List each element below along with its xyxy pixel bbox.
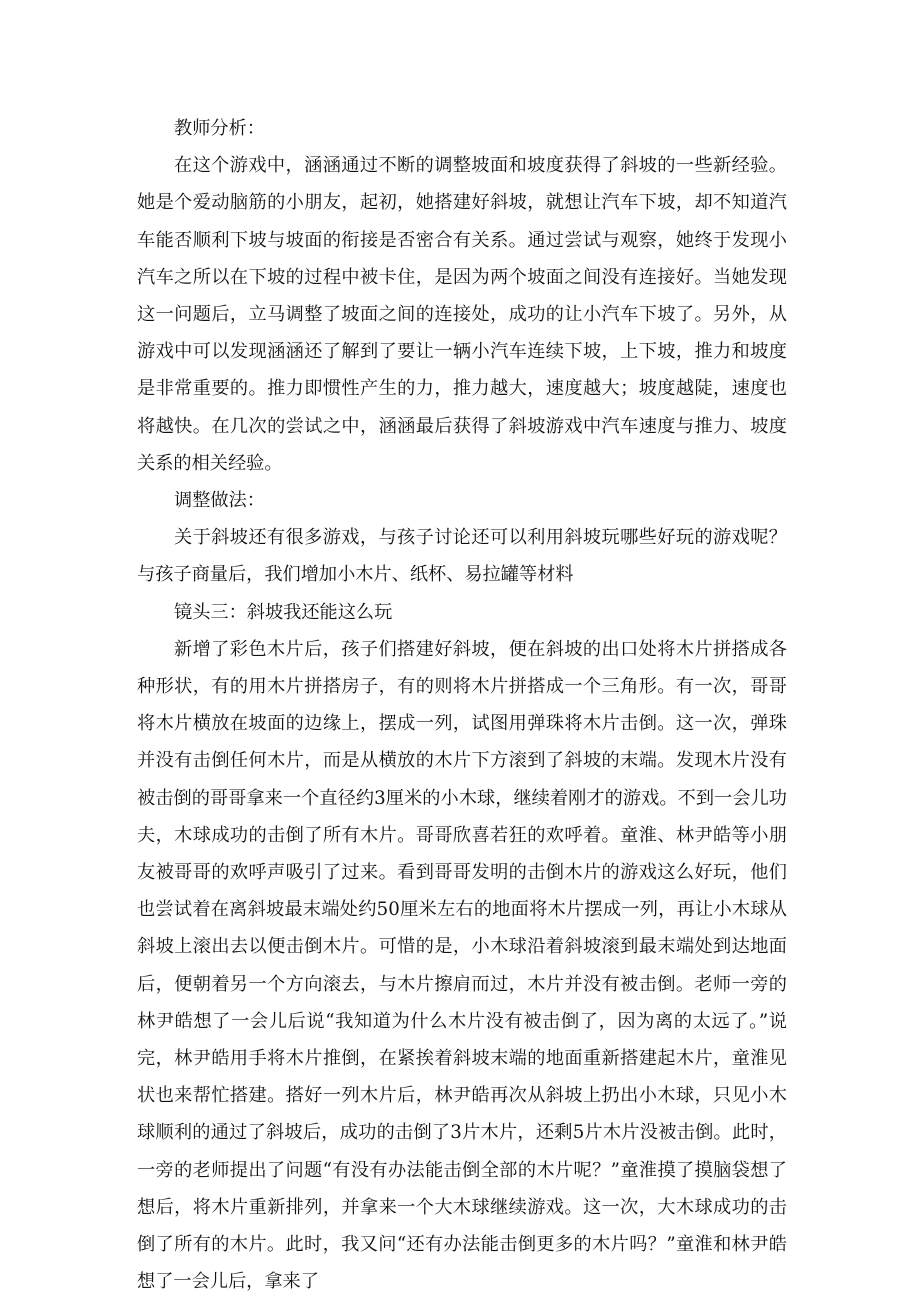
document-page bbox=[137, 110, 787, 1301]
paragraph-teacher-analysis: 在这个游戏中，涵涵通过不断的调整坡面和坡度获得了斜坡的一些新经验。她是个爱动脑筋的小朋友，起初，她搭建好斜坡，就想让汽车下坡，却不知道汽车能否顺利下坡与坡面的衔接是否密合有关系。通过尝试与观察，她终于发现小汽车之所以在下坡的过程中被卡住，是因为两个坡面之间没有连接好。当她发现这一问题后，立马调整了坡面之间的连接处，成功的让小汽车下坡了。另外，从游戏中可以发现涵涵还了解到了要让一辆小汽车连续下坡，上下坡，推力和坡度是非常重要的。推力即惯性产生的力，推力越大，速度越大；坡度越陡，速度也将越快。在几次的尝试之中，涵涵最后获得了斜坡游戏中汽车速度与推力、坡度关系的相关经验。 bbox=[137, 155, 787, 474]
section-heading-teacher-analysis: 教师分析： bbox=[174, 118, 265, 139]
section-heading-scene-three: 镜头三：斜坡我还能这么玩 bbox=[174, 601, 393, 623]
section-heading-adjustment: 调整做法： bbox=[174, 490, 265, 512]
paragraph-adjustment: 关于斜坡还有很多游戏，与孩子讨论还可以利用斜坡玩哪些好玩的游戏呢？与孩子商量后，我们增加小木片、纸杯、易拉罐等材料 bbox=[137, 527, 787, 586]
paragraph-scene-three: 新增了彩色木片后，孩子们搭建好斜坡，便在斜坡的出口处将木片拼搭成各种形状，有的用木片拼搭房子，有的则将木片拼搭成一个三角形。有一次，哥哥将木片横放在坡面的边缘上，摆成一列，试图用弹珠将木片击倒。这一次，弹珠并没有击倒任何木片，而是从横放的木片下方滚到了斜坡的末端。发现木片没有被击倒的哥哥拿来一个直径约3厘米的小木球，继续着刚才的游戏。不到一会儿功夫，木球成功的击倒了所有木片。哥哥欣喜若狂的欢呼着。童淮、林尹皓等小朋友被哥哥的欢呼声吸引了过来。看到哥哥发明的击倒木片的游戏这么好玩，他们也尝试着在离斜坡最末端处约50厘米左右的地面将木片摆成一列，再让小木球从斜坡上滚出去以便击倒木片。可惜的是，小木球沿着斜坡滚到最末端处到达地面后，便朝着另一个方向滚去，与木片擦肩而过，木片并没有被击倒。老师一旁的林尹皓想了一会儿后说“我知道为什么木片没有被击倒了，因为离的太远了。”说完，林尹皓用手将木片推倒，在紧挨着斜坡末端的地面重新搭建起木片，童淮见状也来帮忙搭建。搭好一列木片后，林尹皓再次从斜坡上扔出小木球，只见小木球顺利的通过了斜坡后，成功的击倒了3片木片，还剩5片木片没被击倒。此时，一旁的老师提出了问题“有没有办法能击倒全部的木片呢？”童淮摸了摸脑袋想了想后，将木片重新排列，并拿来一个大木球继续游戏。这一次，大木球成功的击倒了所有的木片。此时，我又问“还有办法能击倒更多的木片吗？”童淮和林尹皓想了一会儿后，拿来了 bbox=[137, 638, 787, 1293]
